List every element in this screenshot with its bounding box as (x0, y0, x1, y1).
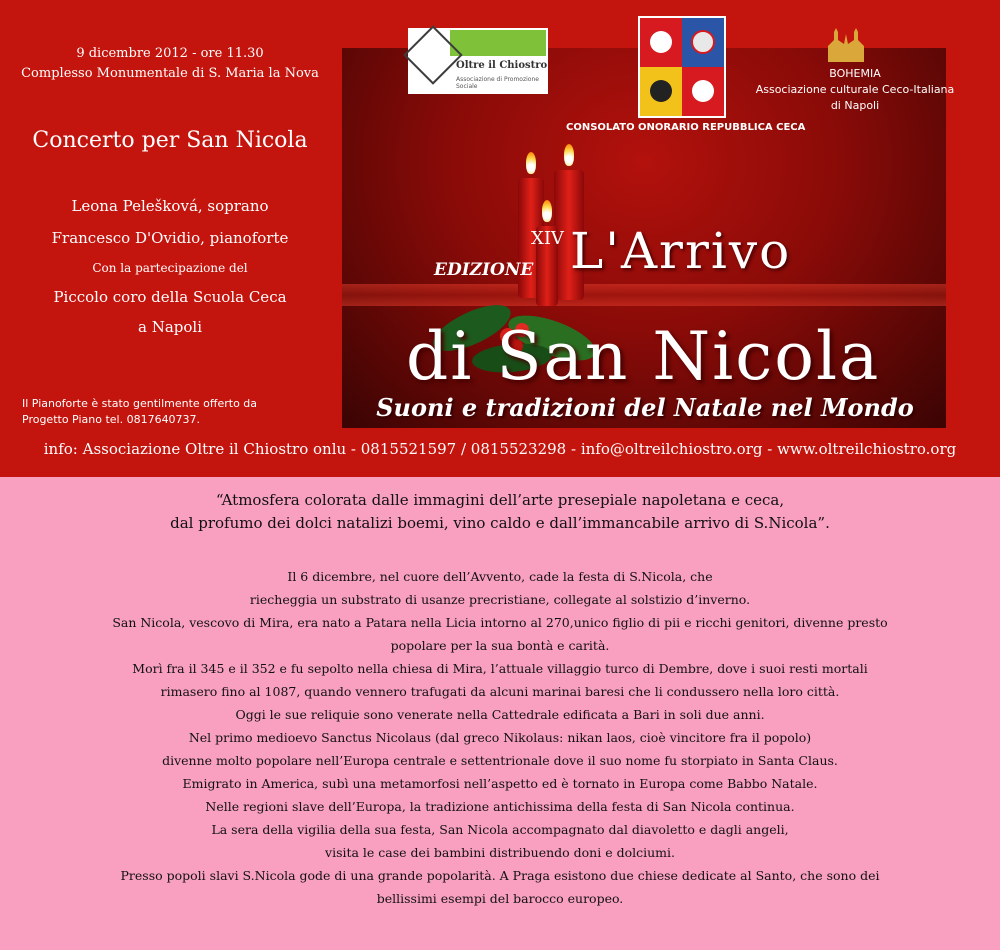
description-line: San Nicola, vescovo di Mira, era nato a Patara nella Licia intorno al 270,unico figlio di pii e ricchi genitori, divenne presto (112, 615, 888, 630)
lion-eagle-icon (640, 18, 724, 116)
concert-title: Concerto per San Nicola (32, 128, 308, 153)
poster-title-line2: di San Nicola (406, 318, 881, 395)
quote-line: dal profumo dei dolci natalizi boemi, vino caldo e dall’immancabile arrivo di S.Nicola”. (170, 514, 830, 532)
logo-subtitle: Associazione di Promozione Sociale (456, 76, 539, 90)
consolato-label: CONSOLATO ONORARIO REPUBBLICA CECA (566, 122, 806, 133)
bohemia-name: BOHEMIA (829, 67, 881, 80)
edition-number: XIV (531, 228, 564, 249)
description-line: Il 6 dicembre, nel cuore dell’Avvento, cade la festa di S.Nicola, che (287, 569, 713, 584)
performer-piano: Francesco D'Ovidio, pianoforte (51, 229, 289, 247)
performer-soprano: Leona Pelešková, soprano (71, 197, 269, 215)
quote-line: “Atmosfera colorata dalle immagini dell’arte presepiale napoletana e ceca, (215, 491, 785, 509)
description-line: Nelle regioni slave dell’Europa, la tradizione antichissima della festa di San Nicola continua. (205, 799, 795, 814)
description-line: Emigrato in America, subì una metamorfosi nell’aspetto ed è tornato in Europa come Babbo Natale. (182, 776, 818, 791)
description-line: riecheggia un substrato di usanze precristiane, collegate al solstizio d’inverno. (249, 592, 751, 607)
logo-title: Oltre il Chiostro (456, 60, 548, 71)
edition-label: EDIZIONE (434, 260, 534, 280)
description-line: divenne molto popolare nell’Europa centrale e settentrionale dove il suo nome fu storpiato in Santa Claus. (162, 753, 838, 768)
description-line: Presso popoli slavi S.Nicola gode di una grande popolarità. A Praga esistono due chiese dedicate al Santo, che sono dei (120, 868, 880, 883)
choir-text: Piccolo coro della Scuola Ceca (53, 288, 287, 306)
contact-info: info: Associazione Oltre il Chiostro onlu - 0815521597 / 0815523298 - info@oltreilchiostro.org - www.oltreilchiostro.org (43, 440, 957, 458)
venue-text: Complesso Monumentale di S. Maria la Nova (21, 66, 319, 81)
poster-subtitle: Suoni e tradizioni del Natale nel Mondo (376, 393, 914, 422)
oltre-il-chiostro-logo (408, 28, 548, 94)
flame-icon (526, 152, 536, 174)
piano-note: Il Pianoforte è stato gentilmente offerto da Progetto Piano tel. 0817640737. (22, 397, 258, 426)
event-date (0, 44, 340, 84)
description-line: Oggi le sue reliquie sono venerate nella Cattedrale edificata a Bari in soli due anni. (235, 707, 765, 722)
description-line: rimasero fino al 1087, quando vennero trafugati da alcuni marinai baresi che li condussero nella loro città. (160, 684, 840, 699)
flame-icon (542, 200, 552, 222)
description-line: La sera della vigilia della sua festa, San Nicola accompagnato dal diavoletto e dagli angeli, (211, 822, 789, 837)
choir-city: a Napoli (137, 318, 202, 336)
poster-title-line1: L'Arrivo (570, 222, 792, 280)
participation-text: Con la partecipazione del (92, 261, 248, 275)
bohemia-desc: Associazione culturale Ceco-Italiana (755, 83, 955, 96)
description-line: Nel primo medioevo Sanctus Nicolaus (dal greco Nikolaus: nikan laos, cioè vincitore fra il popolo) (188, 730, 812, 745)
description-line: visita le case dei bambini distribuendo doni e dolciumi. (325, 845, 675, 860)
castle-icon (826, 26, 866, 62)
quote-block (0, 489, 1000, 535)
description-line: bellissimi esempi del barocco europeo. (376, 891, 624, 906)
czech-coat-of-arms-icon (638, 16, 726, 118)
description-text (0, 565, 1000, 910)
bohemia-city: di Napoli (830, 99, 880, 112)
date-text: 9 dicembre 2012 - ore 11.30 (76, 46, 264, 61)
flame-icon (564, 144, 574, 166)
bohemia-association (740, 66, 970, 114)
description-line: popolare per la sua bontà e carità. (390, 638, 610, 653)
description-line: Morì fra il 345 e il 352 e fu sepolto nella chiesa di Mira, l’attuale villaggio turco di Dembre, dove i suoi resti mortali (132, 661, 868, 676)
logo-green-bar (450, 30, 546, 56)
